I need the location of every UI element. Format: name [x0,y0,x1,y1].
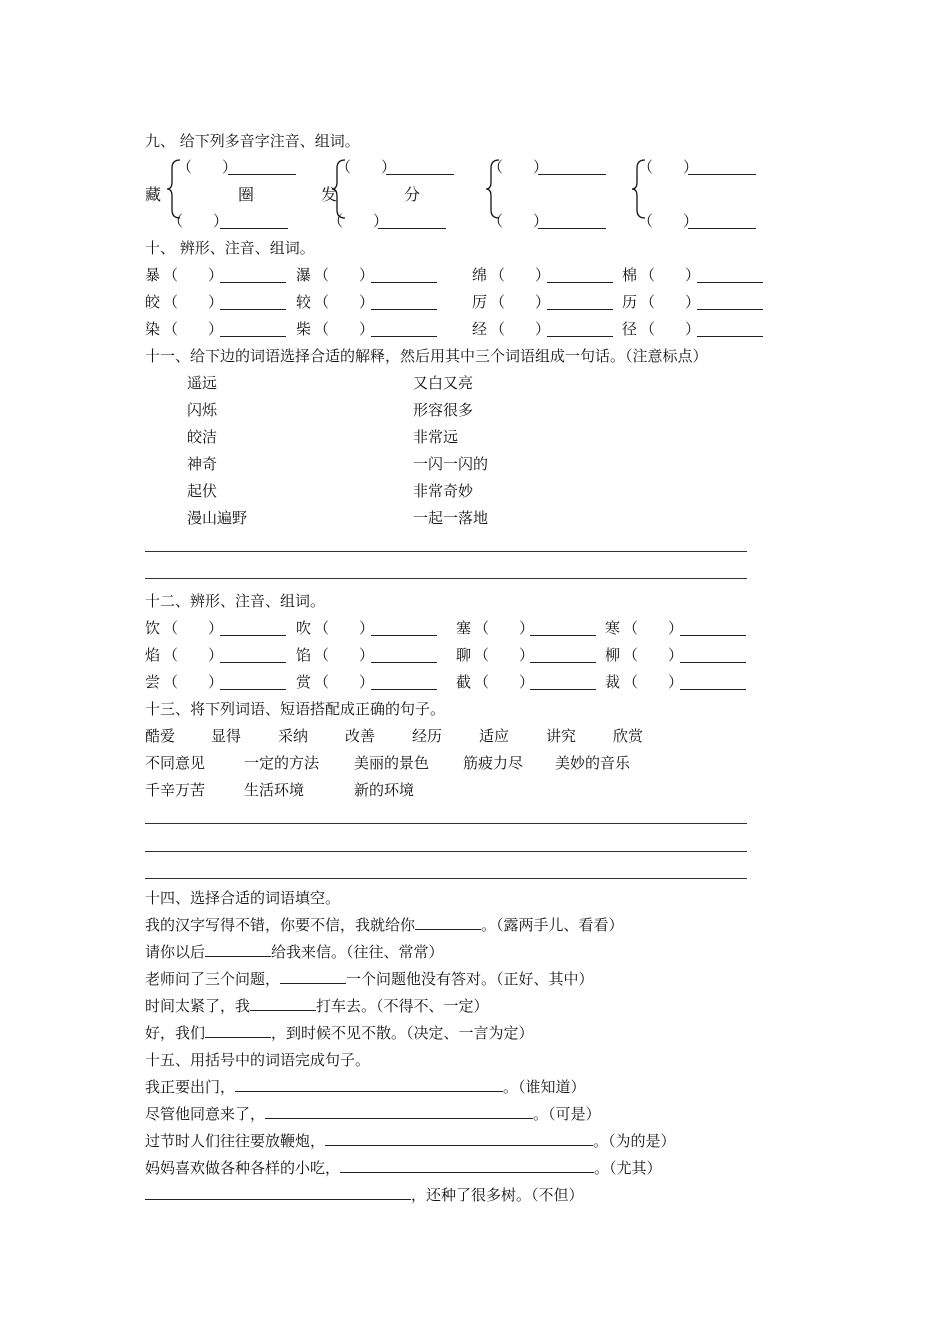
fill-blank[interactable] [280,969,346,984]
complete-sentence [145,1131,676,1151]
grid-char: 厉 [472,293,488,311]
word-item: 遥远 [187,374,218,392]
answer-blank[interactable] [371,268,437,283]
grid-char: 棉 [622,266,638,284]
paren: （ ） [314,320,375,338]
answer-line[interactable] [145,551,747,552]
complete-sentence [145,1158,662,1178]
answer-blank[interactable] [386,160,454,175]
sentence-text: ，还种了很多树。（不但） [411,1186,584,1204]
paren: （ ） [623,646,684,664]
answer-blank[interactable] [538,214,606,229]
complete-sentence [145,1077,586,1097]
word-chip: 讲究 [546,727,577,745]
answer-blank[interactable] [220,214,288,229]
answer-blank[interactable] [530,675,596,690]
sentence-text: 老师问了三个问题， [145,970,281,988]
answer-blank[interactable] [228,160,296,175]
meaning-item: 一起一落地 [413,509,489,527]
answer-blank[interactable] [697,295,763,310]
sentence-text: 打车去。（不得不、一定） [316,997,489,1015]
paren: （ ） [474,619,535,637]
paren: （ ） [163,619,224,637]
paren: （ ） [640,320,701,338]
grid-char: 瀑 [296,266,312,284]
phrase-chip: 筋疲力尽 [463,754,524,772]
phrase-chip: 美丽的景色 [354,754,430,772]
answer-blank[interactable] [220,295,286,310]
answer-blank[interactable] [378,214,446,229]
grid-char: 绵 [472,266,488,284]
word-chip: 欣赏 [613,727,644,745]
sentence-text: 我正要出门， [145,1078,236,1096]
meaning-item: 非常远 [413,428,459,446]
answer-line[interactable] [145,578,747,579]
grid-char: 暴 [145,266,161,284]
paren: （ ） [163,293,224,311]
grid-char: 饮 [145,619,161,637]
section-14-title: 十四、选择合适的词语填空。 [145,889,341,907]
complete-sentence [145,1185,584,1205]
phrase-chip: 美妙的音乐 [555,754,631,772]
sentence-text: 。（谁知道） [503,1078,586,1096]
grid-char: 吹 [296,619,312,637]
sentence-text: 妈妈喜欢做各种各样的小吃， [145,1159,341,1177]
fill-blank[interactable] [250,996,316,1011]
paren: （ ） [314,266,375,284]
answer-blank[interactable] [220,675,286,690]
grid-char: 焰 [145,646,161,664]
polyphone-char: 圈 [238,185,255,204]
answer-blank[interactable] [530,648,596,663]
paren: （ ） [640,266,701,284]
paren: （ ） [488,158,549,176]
word-chip: 采纳 [278,727,309,745]
phrase-chip: 新的环境 [354,781,415,799]
paren: （ ） [490,293,551,311]
word-chip: 适应 [479,727,510,745]
answer-line[interactable] [145,878,747,879]
fill-sentence [145,969,594,989]
sentence-text: 过节时人们往往要放鞭炮， [145,1132,326,1150]
paren: （ ） [490,266,551,284]
word-chip: 酷爱 [145,727,176,745]
grid-char: 皎 [145,293,161,311]
grid-char: 柳 [605,646,621,664]
paren: （ ） [328,212,389,230]
complete-sentence [145,1104,601,1124]
fill-blank[interactable] [205,942,271,957]
sentence-text: 。（露两手儿、看看） [481,916,624,934]
phrase-chip: 不同意见 [145,754,206,772]
answer-blank[interactable] [220,621,286,636]
sentence-text: 。（尤其） [594,1159,662,1177]
answer-blank[interactable] [697,322,763,337]
answer-blank[interactable] [547,322,613,337]
word-item: 漫山遍野 [187,509,248,527]
word-item: 神奇 [187,455,218,473]
answer-blank[interactable] [371,675,437,690]
paren: （ ） [314,646,375,664]
grid-char: 较 [296,293,312,311]
paren: （ ） [638,212,699,230]
answer-line[interactable] [145,851,747,852]
meaning-item: 又白又亮 [413,374,474,392]
answer-blank[interactable] [530,621,596,636]
paren: （ ） [163,266,224,284]
meaning-item: 非常奇妙 [413,482,474,500]
sentence-text: 一个问题他没有答对。（正好、其中） [346,970,594,988]
sentence-text: 。（为的是） [593,1132,676,1150]
answer-blank[interactable] [688,214,756,229]
sentence-text: ，到时候不见不散。（决定、一言为定） [271,1024,534,1042]
paren: （ ） [177,158,238,176]
grid-char: 馅 [296,646,312,664]
phrase-chip: 千辛万苦 [145,781,206,799]
answer-blank[interactable] [220,268,286,283]
answer-blank[interactable] [547,268,613,283]
section-9-title: 九、 给下列多音字注音、组词。 [145,132,360,150]
sentence-text: 时间太紧了，我 [145,997,251,1015]
paren: （ ） [336,158,397,176]
grid-char: 经 [472,320,488,338]
paren: （ ） [490,320,551,338]
paren: （ ） [168,212,229,230]
paren: （ ） [640,293,701,311]
grid-char: 裁 [605,673,621,691]
paren: （ ） [488,212,549,230]
paren: （ ） [474,646,535,664]
sentence-text: 尽管他同意来了， [145,1105,266,1123]
fill-sentence [145,996,489,1016]
sentence-text: 请你以后 [145,943,206,961]
word-chip: 经历 [412,727,443,745]
answer-blank[interactable] [680,648,746,663]
paren: （ ） [163,673,224,691]
fill-sentence [145,1023,534,1043]
polyphone-char: 藏 [145,185,162,204]
answer-blank[interactable] [547,295,613,310]
word-item: 起伏 [187,482,218,500]
answer-blank[interactable] [371,322,437,337]
polyphone-char: 分 [404,185,421,204]
fill-blank[interactable] [205,1023,271,1038]
answer-blank[interactable] [371,648,437,663]
word-item: 闪烁 [187,401,218,419]
fill-blank[interactable] [235,1077,503,1092]
word-item: 皎洁 [187,428,218,446]
grid-char: 染 [145,320,161,338]
answer-line[interactable] [145,823,747,824]
grid-char: 截 [456,673,472,691]
paren: （ ） [314,293,375,311]
paren: （ ） [474,673,535,691]
section-10-title: 十、 辨形、注音、组词。 [145,239,315,257]
sentence-text: 给我来信。（往往、常常） [271,943,444,961]
word-chip: 改善 [345,727,376,745]
grid-char: 历 [622,293,638,311]
fill-blank[interactable] [265,1104,533,1119]
grid-char: 径 [622,320,638,338]
paren: （ ） [623,619,684,637]
answer-blank[interactable] [680,675,746,690]
sentence-text: 好，我们 [145,1024,206,1042]
fill-blank[interactable] [325,1131,593,1146]
fill-blank[interactable] [145,1185,411,1200]
phrase-chip: 生活环境 [244,781,305,799]
sentence-text: 。（可是） [533,1105,601,1123]
fill-blank[interactable] [340,1158,594,1173]
grid-char: 赏 [296,673,312,691]
fill-blank[interactable] [415,915,481,930]
answer-blank[interactable] [371,621,437,636]
fill-sentence [145,915,624,935]
paren: （ ） [623,673,684,691]
grid-char: 尝 [145,673,161,691]
word-chip: 显得 [211,727,242,745]
grid-char: 寒 [605,619,621,637]
fill-sentence [145,942,444,962]
meaning-item: 形容很多 [413,401,474,419]
section-15-title: 十五、用括号中的词语完成句子。 [145,1051,371,1069]
sentence-text: 我的汉字写得不错，你要不信，我就给你 [145,916,416,934]
phrase-chip: 一定的方法 [244,754,320,772]
answer-blank[interactable] [538,160,606,175]
answer-blank[interactable] [697,268,763,283]
paren: （ ） [163,646,224,664]
answer-blank[interactable] [371,295,437,310]
section-11-title: 十一、给下边的词语选择合适的解释，然后用其中三个词语组成一句话。（注意标点） [145,347,708,365]
answer-blank[interactable] [220,322,286,337]
paren: （ ） [638,158,699,176]
grid-char: 柴 [296,320,312,338]
paren: （ ） [163,320,224,338]
section-13-title: 十三、将下列词语、短语搭配成正确的句子。 [145,700,446,718]
answer-blank[interactable] [220,648,286,663]
answer-blank[interactable] [688,160,756,175]
section-12-title: 十二、辨形、注音、组词。 [145,592,326,610]
grid-char: 聊 [456,646,472,664]
meaning-item: 一闪一闪的 [413,455,489,473]
paren: （ ） [314,673,375,691]
answer-blank[interactable] [680,621,746,636]
polyphone-char: 发 [321,185,338,204]
paren: （ ） [314,619,375,637]
grid-char: 塞 [456,619,472,637]
